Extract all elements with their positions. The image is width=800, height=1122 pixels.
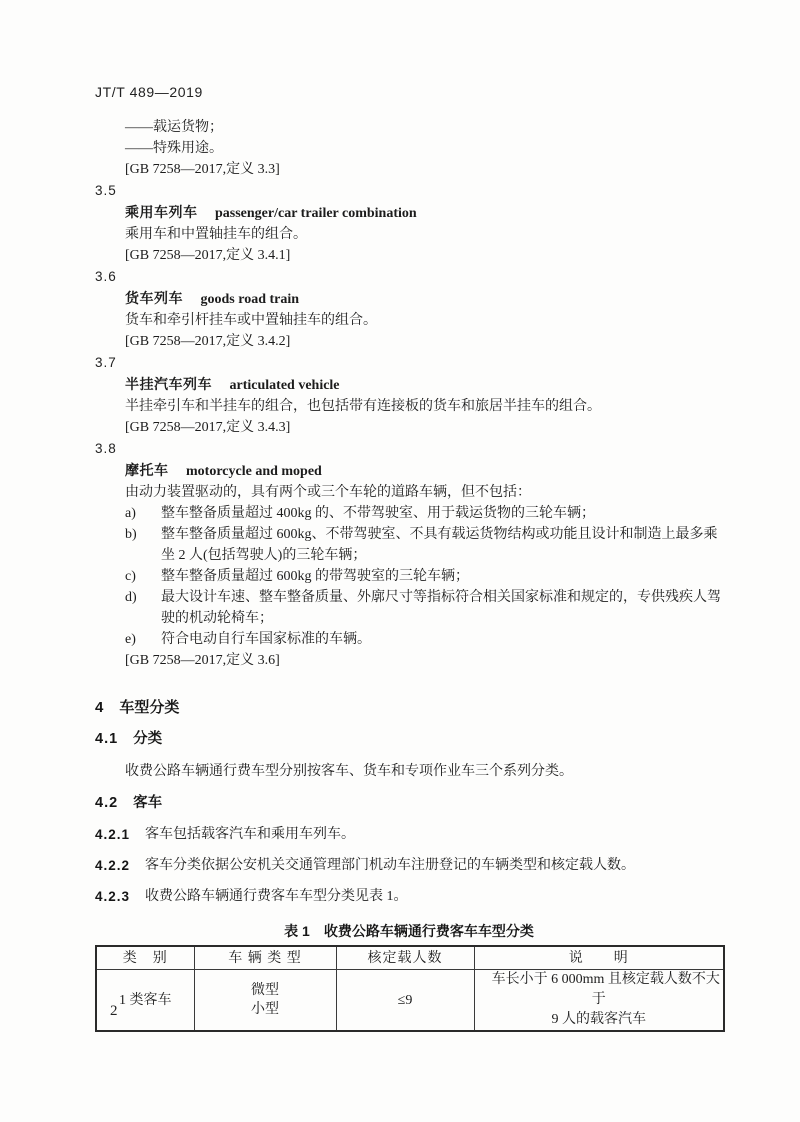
cell-note — [474, 970, 724, 1032]
list-item-text: 符合电动自行车国家标准的车辆。 — [161, 632, 371, 647]
note-line: 9 人的载客汽车 — [551, 1012, 646, 1027]
list-item-text: 最大设计车速、整车整备质量、外廓尺寸等指标符合相关国家标准和规定的，专供残疾人驾驶的机动轮椅车； — [161, 590, 721, 626]
cell-vehicle-type — [194, 970, 336, 1032]
numbered-paragraph — [95, 886, 723, 907]
definition-body: 货车和牵引杆挂车或中置轴挂车的组合。 — [125, 313, 377, 328]
clause-number: 3.7 — [95, 355, 117, 370]
list-item-label: a) — [125, 506, 136, 521]
list-item-label: b) — [125, 527, 137, 542]
paragraph-text: 客车分类依据公安机关交通管理部门机动车注册登记的车辆类型和核定载人数。 — [145, 858, 635, 873]
source-reference: [GB 7258—2017,定义 3.3] — [125, 162, 280, 177]
term-line — [95, 374, 723, 396]
numbered-paragraph — [95, 824, 723, 845]
paragraph: 收费公路车辆通行费车型分别按客车、货车和专项作业车三个系列分类。 — [125, 764, 573, 779]
paragraph-text: 客车包括载客汽车和乘用车列车。 — [145, 827, 355, 842]
paragraph-text: 收费公路车辆通行费客车车型分类见表 1。 — [145, 889, 408, 904]
table-header-row — [96, 946, 724, 970]
table-title: 表 1 收费公路车辆通行费客车车型分类 — [284, 923, 534, 939]
classification-table — [95, 945, 725, 1032]
list-item-text: 整车整备质量超过 600kg 的带驾驶室的三轮车辆； — [161, 569, 469, 584]
clause-number: 3.5 — [95, 183, 117, 198]
vehicle-type-line: 小型 — [251, 1002, 279, 1017]
list-item-label: c) — [125, 569, 136, 584]
subsection-heading — [95, 793, 723, 814]
source-reference: [GB 7258—2017,定义 3.6] — [125, 653, 280, 668]
term-english: articulated vehicle — [229, 378, 340, 393]
definition-body: 由动力装置驱动的，具有两个或三个车轮的道路车辆，但不包括： — [125, 485, 531, 500]
page-number: 2 — [110, 1003, 118, 1019]
source-reference: [GB 7258—2017,定义 3.4.1] — [125, 248, 291, 263]
definition-body: 乘用车和中置轴挂车的组合。 — [125, 227, 307, 242]
note-line: 车长小于 6 000mm 且核定载人数不大于 — [491, 972, 720, 1007]
subsection-number: 4.2 — [95, 795, 119, 811]
list-item — [95, 503, 723, 524]
list-item — [95, 524, 723, 566]
subsection-number: 4.1 — [95, 731, 119, 747]
term-english: motorcycle and moped — [186, 464, 322, 479]
dash-item: ——载运货物； — [125, 120, 223, 135]
term-chinese: 摩托车 — [125, 462, 169, 478]
subsection-heading — [95, 729, 723, 750]
page-content — [95, 117, 723, 1032]
definition-body: 半挂牵引车和半挂车的组合，也包括带有连接板的货车和旅居半挂车的组合。 — [125, 399, 601, 414]
subsection-title: 客车 — [133, 795, 163, 811]
term-english: passenger/car trailer combination — [215, 206, 417, 221]
column-header-approved-passengers: 核定载人数 — [336, 946, 474, 970]
numbered-paragraph — [95, 855, 723, 876]
paragraph-number: 4.2.3 — [95, 889, 131, 904]
list-item — [95, 587, 723, 629]
section-heading — [95, 697, 723, 718]
list-item-text: 整车整备质量超过 400kg 的、不带驾驶室、用于载运货物的三轮车辆； — [161, 506, 595, 521]
list-item-label: e) — [125, 632, 136, 647]
subsection-title: 分类 — [133, 731, 163, 747]
running-header: JT/T 489—2019 — [95, 84, 203, 100]
vehicle-type-line: 微型 — [251, 983, 279, 998]
term-chinese: 半挂汽车列车 — [125, 376, 212, 392]
term-english: goods road train — [200, 292, 300, 307]
list-item — [95, 566, 723, 587]
term-chinese: 乘用车列车 — [125, 204, 198, 220]
list-item — [95, 629, 723, 650]
list-item-label: d) — [125, 590, 137, 605]
clause-number: 3.6 — [95, 269, 117, 284]
column-header-vehicle-type: 车 辆 类 型 — [194, 946, 336, 970]
dash-item: ——特殊用途。 — [125, 141, 223, 156]
clause-number: 3.8 — [95, 441, 117, 456]
section-title: 车型分类 — [119, 699, 180, 716]
term-chinese: 货车列车 — [125, 290, 183, 306]
source-reference: [GB 7258—2017,定义 3.4.2] — [125, 334, 291, 349]
paragraph-number: 4.2.1 — [95, 827, 131, 842]
list-item-text: 整车整备质量超过 600kg、不带驾驶室、不具有载运货物结构或功能且设计和制造上最多乘坐 2 人(包括驾驶人)的三轮车辆； — [161, 527, 718, 563]
term-line — [95, 460, 723, 482]
column-header-note: 说 明 — [474, 946, 724, 970]
term-line — [95, 202, 723, 224]
term-line — [95, 288, 723, 310]
paragraph-number: 4.2.2 — [95, 858, 131, 873]
source-reference: [GB 7258—2017,定义 3.4.3] — [125, 420, 291, 435]
column-header-category: 类 别 — [96, 946, 194, 970]
cell-approved-passengers: ≤9 — [336, 970, 474, 1032]
table-row — [96, 970, 724, 1032]
cell-category: 1 类客车 — [96, 970, 194, 1032]
section-number: 4 — [95, 699, 105, 716]
